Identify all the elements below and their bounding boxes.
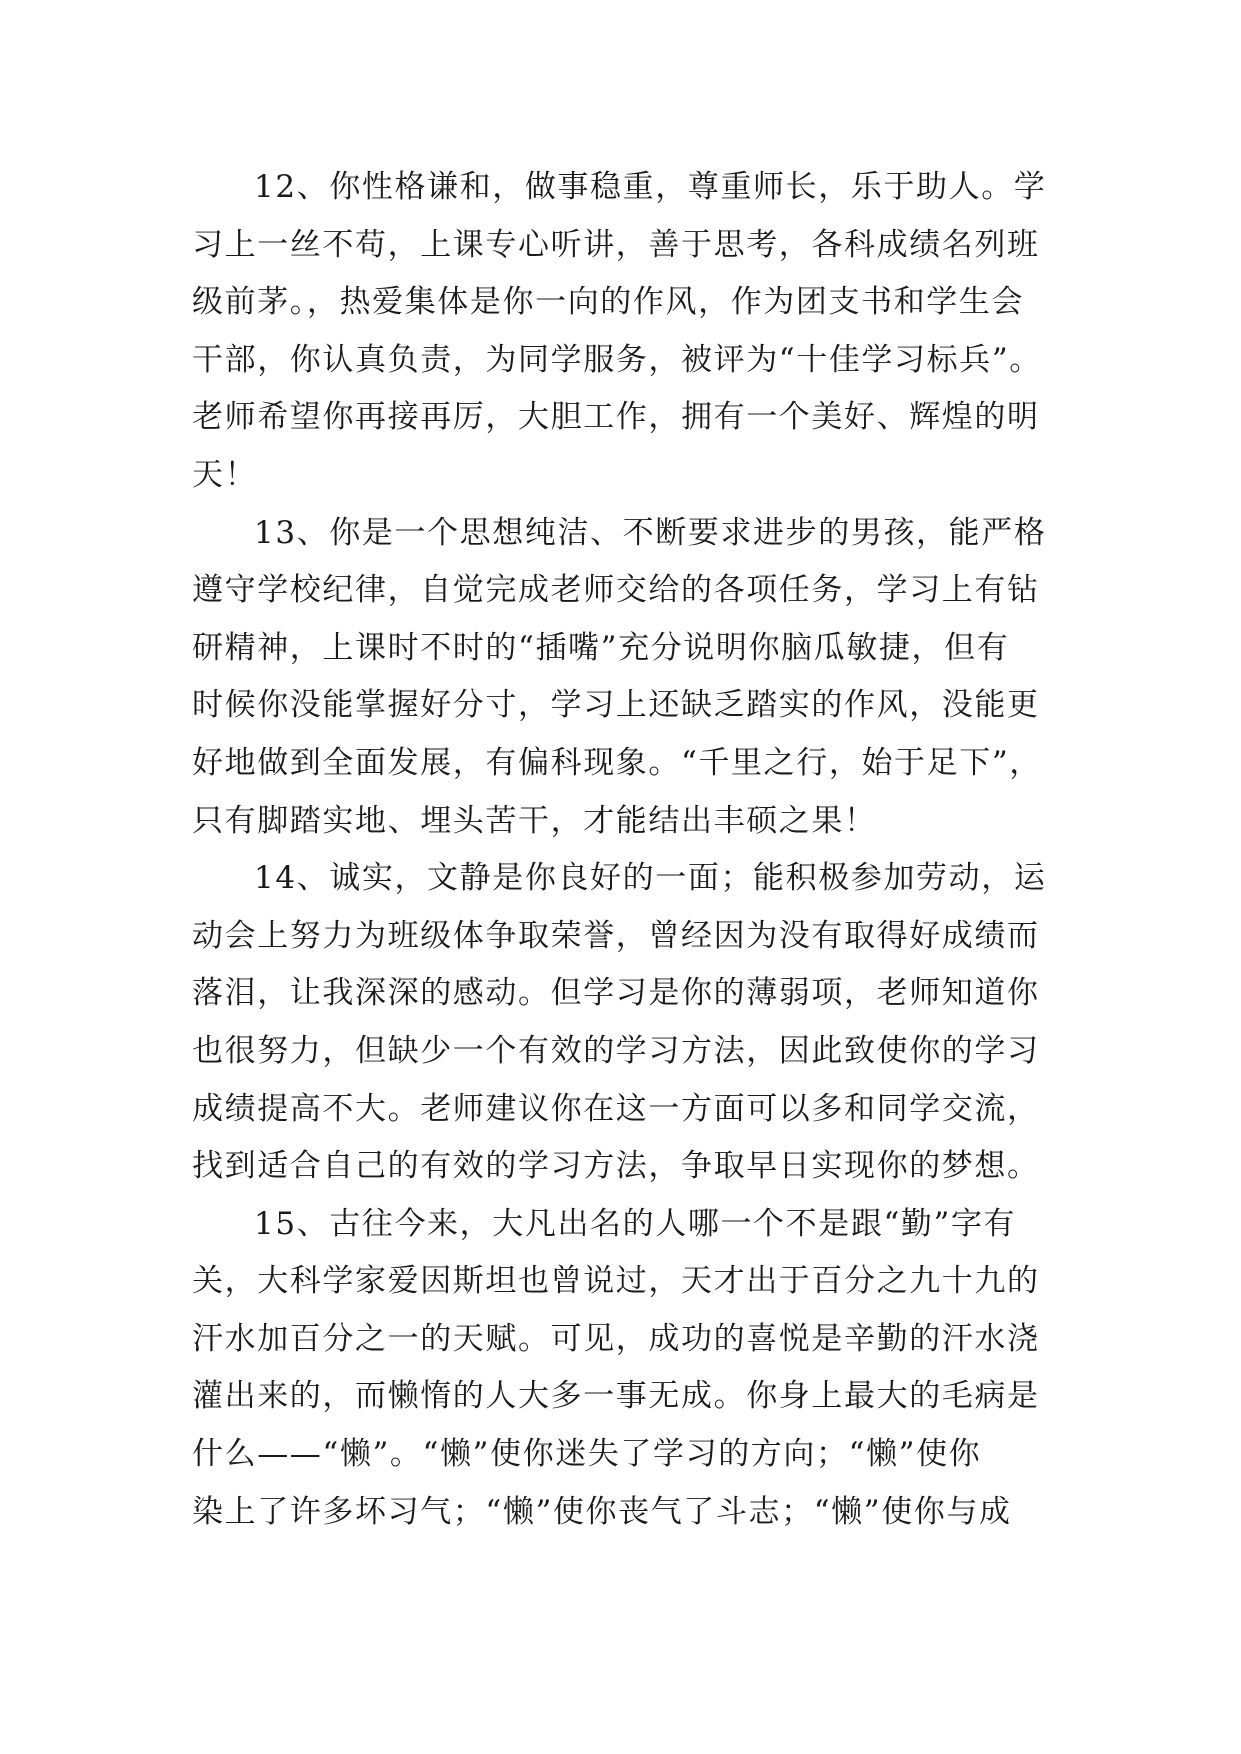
- paragraph-line: 成绩提高不大。老师建议你在这一方面可以多和同学交流，: [192, 1090, 1040, 1127]
- paragraph-line: 染上了许多坏习气；“懒”使你丧气了斗志；“懒”使你与成: [192, 1493, 1012, 1530]
- paragraph-line: 找到适合自己的有效的学习方法，争取早日实现你的梦想。: [192, 1148, 1040, 1185]
- paragraph-line: 14、诚实，文静是你良好的一面；能积极参加劳动，运: [254, 860, 1047, 897]
- paragraph-line: 15、古往今来，大凡出名的人哪一个不是跟“勤”字有: [254, 1205, 1017, 1242]
- paragraph-14: [192, 850, 1057, 1196]
- paragraph-line: 汗水加百分之一的天赋。可见，成功的喜悦是辛勤的汗水浇: [192, 1320, 1040, 1357]
- paragraph-13: [192, 505, 1057, 851]
- paragraph-line: 研精神，上课时不时的“插嘴”充分说明你脑瓜敏捷，但有: [192, 629, 1010, 666]
- paragraph-line: 关，大科学家爱因斯坦也曾说过，天才出于百分之九十九的: [192, 1263, 1040, 1300]
- document-body: [192, 159, 1057, 1541]
- paragraph-line: 12、你性格谦和，做事稳重，尊重师长，乐于助人。学: [254, 169, 1047, 205]
- paragraph-line: 老师希望你再接再厉，大胆工作，拥有一个美好、辉煌的明: [192, 399, 1040, 436]
- paragraph-line: 灌出来的，而懒惰的人大多一事无成。你身上最大的毛病是: [192, 1378, 1040, 1415]
- paragraph-line: 干部，你认真负责，为同学服务，被评为“十佳学习标兵”。: [192, 341, 1042, 378]
- paragraph-line: 好地做到全面发展，有偏科现象。“千里之行，始于足下”，: [192, 744, 1042, 781]
- paragraph-15: [192, 1196, 1057, 1542]
- paragraph-line: 时候你没能掌握好分寸，学习上还缺乏踏实的作风，没能更: [192, 687, 1040, 724]
- paragraph-line: 也很努力，但缺少一个有效的学习方法，因此致使你的学习: [192, 1032, 1040, 1069]
- paragraph-line: 遵守学校纪律，自觉完成老师交给的各项任务，学习上有钻: [192, 572, 1040, 609]
- paragraph-line: 落泪，让我深深的感动。但学习是你的薄弱项，老师知道你: [192, 975, 1040, 1012]
- paragraph-line: 只有脚踏实地、埋头苦干，才能结出丰硕之果！: [192, 802, 877, 839]
- paragraph-line: 动会上努力为班级体争取荣誉，曾经因为没有取得好成绩而: [192, 917, 1040, 954]
- paragraph-line: 习上一丝不苟，上课专心听讲，善于思考，各科成绩名列班: [192, 226, 1040, 263]
- paragraph-12: [192, 159, 1057, 505]
- paragraph-line: 天！: [192, 456, 258, 493]
- paragraph-line: 什么——“懒”。“懒”使你迷失了学习的方向；“懒”使你: [192, 1436, 982, 1473]
- paragraph-line: 13、你是一个思想纯洁、不断要求进步的男孩，能严格: [254, 514, 1047, 551]
- paragraph-line: 级前茅。，热爱集体是你一向的作风，作为团支书和学生会: [192, 284, 1025, 321]
